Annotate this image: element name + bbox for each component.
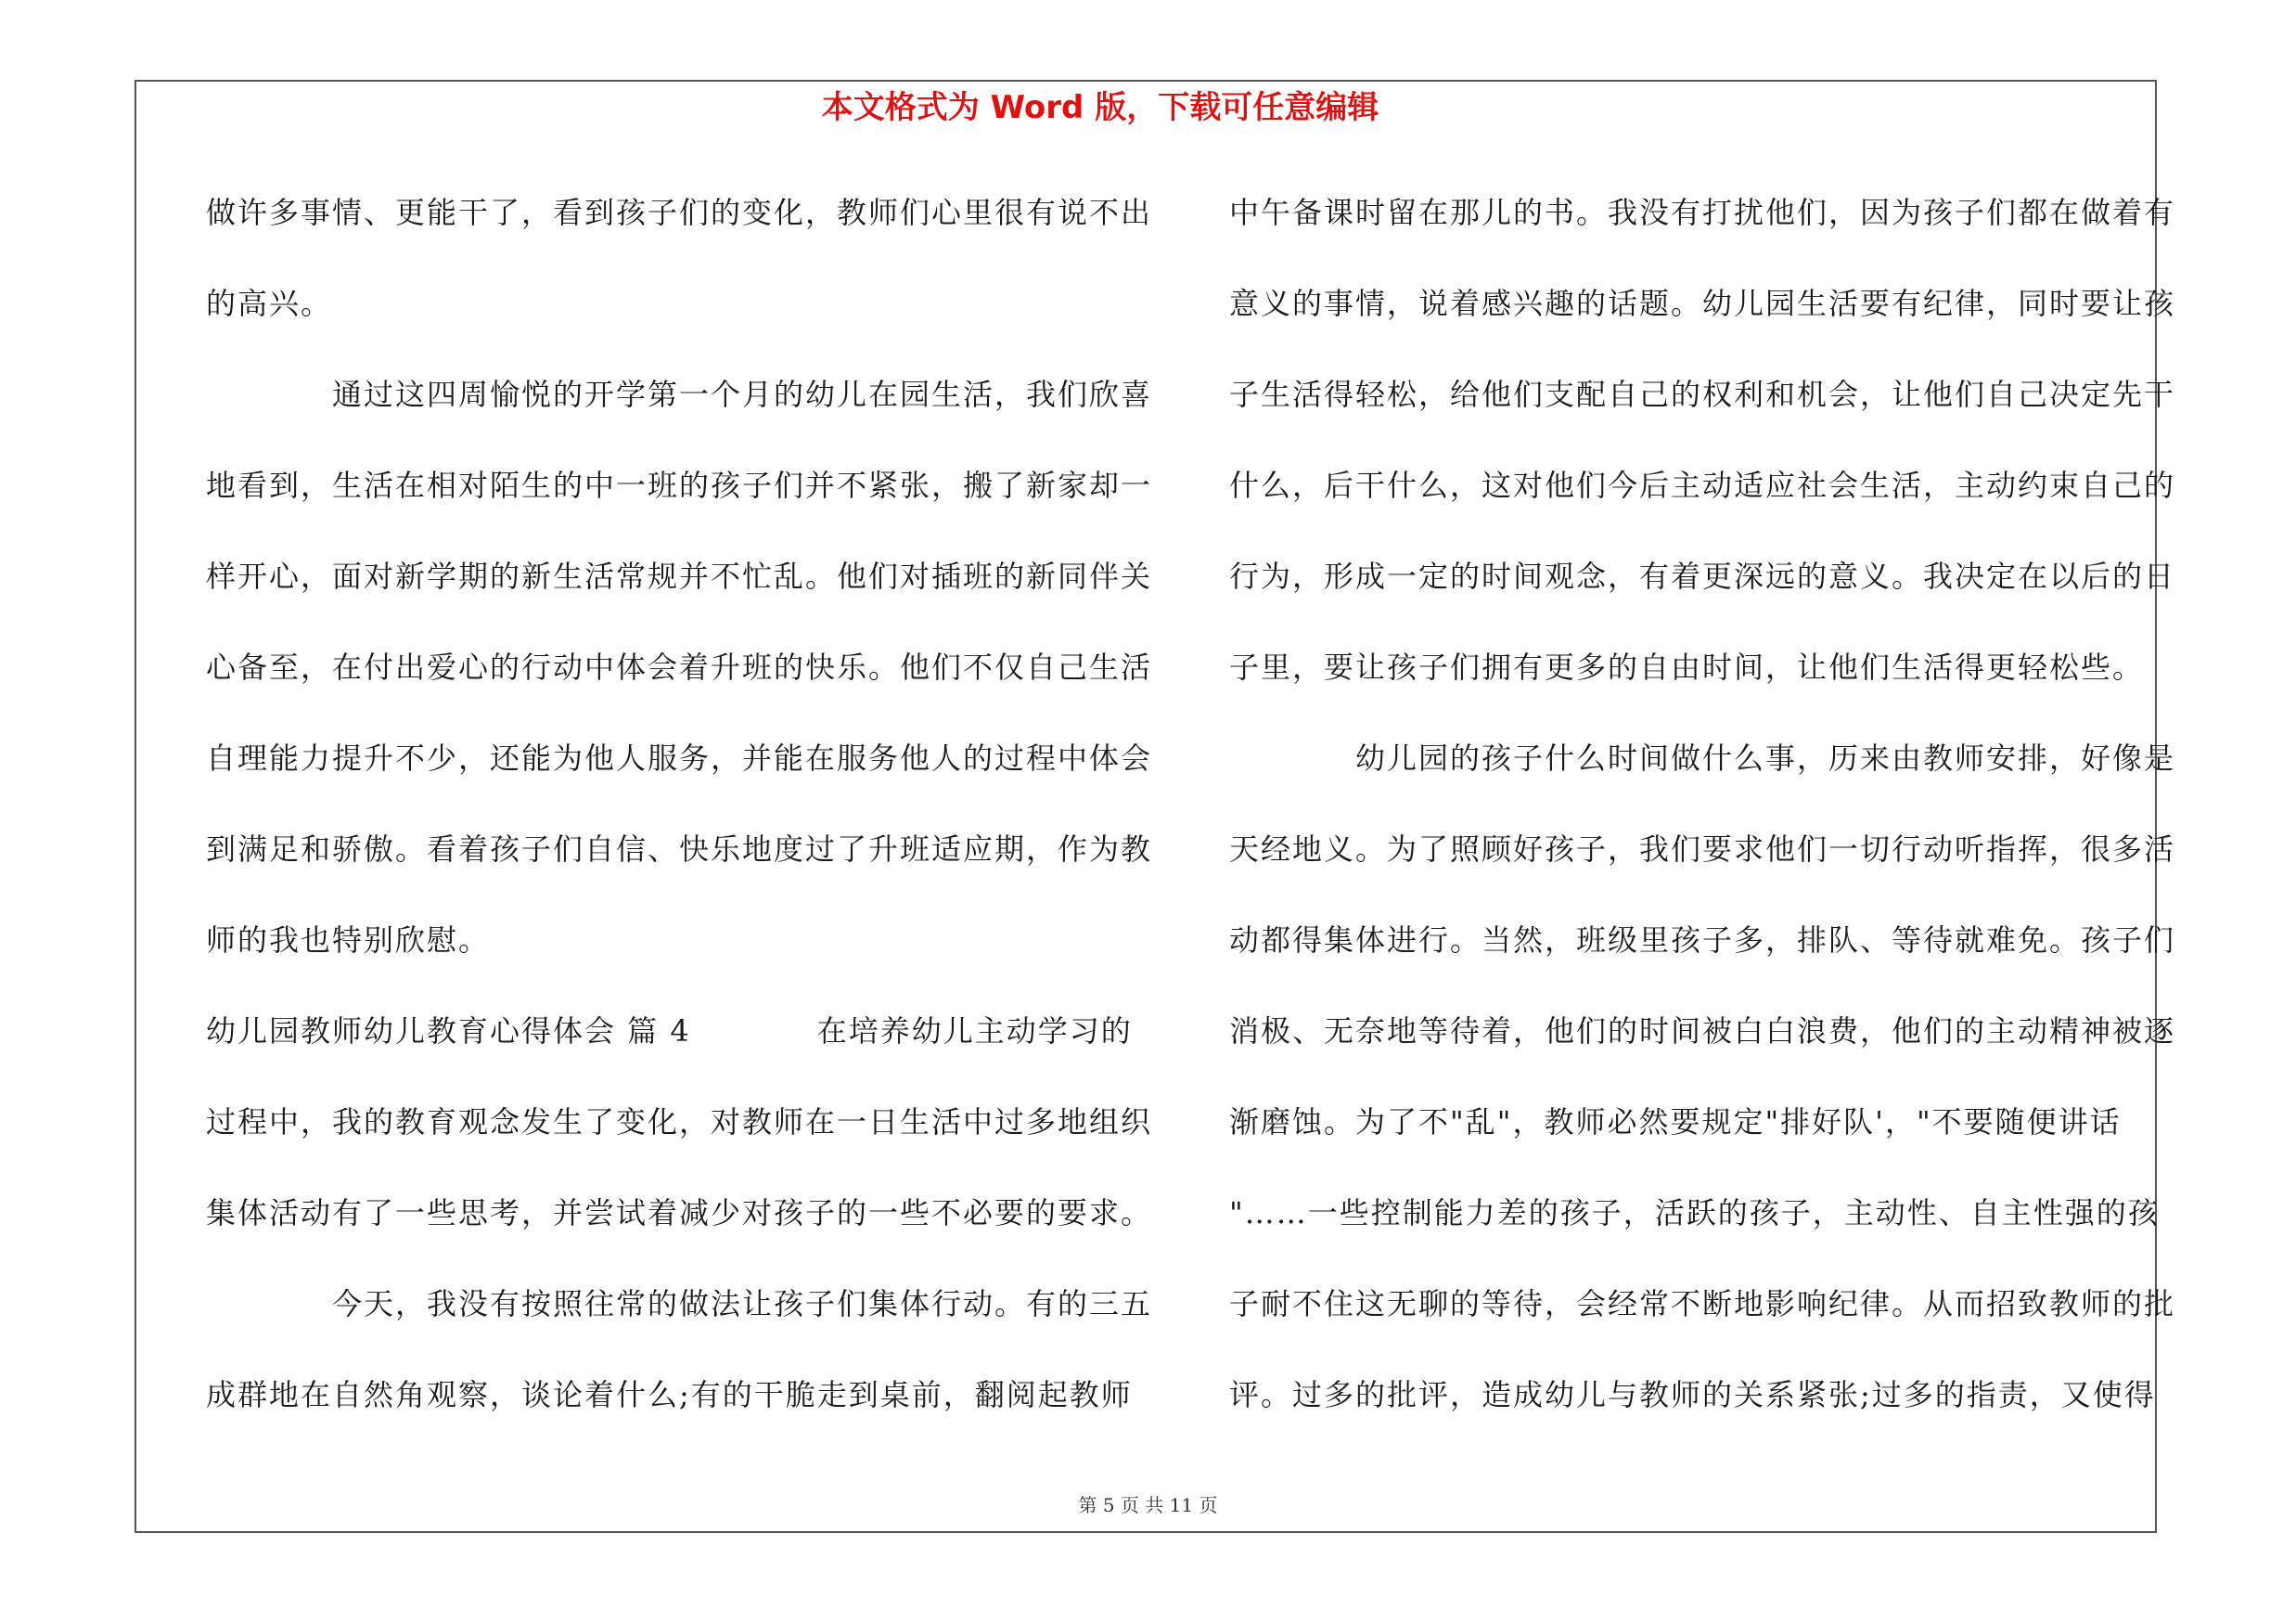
- text-line: 行为，形成一定的时间观念，有着更深远的意义。我决定在以后的日: [1229, 559, 2176, 594]
- text-line: "……一些控制能力差的孩子，活跃的孩子，主动性、自主性强的孩: [1229, 1195, 2160, 1230]
- text-line: 过程中，我的教育观念发生了变化，对教师在一日生活中过多地组织: [206, 1104, 1153, 1140]
- text-line: 幼儿园的孩子什么时间做什么事，历来由教师安排，好像是: [1229, 741, 2176, 776]
- right-column: [1229, 167, 2176, 1440]
- text-line: 集体活动有了一些思考，并尝试着减少对孩子的一些不必要的要求。: [206, 1195, 1153, 1230]
- text-line: 子里，要让孩子们拥有更多的自由时间，让他们生活得更轻松些。: [1229, 650, 2145, 685]
- text-line: 通过这四周愉悦的开学第一个月的幼儿在园生活，我们欣喜: [206, 377, 1153, 412]
- text-line: 地看到，生活在相对陌生的中一班的孩子们并不紧张，搬了新家却一: [206, 468, 1153, 503]
- left-column: [206, 167, 1153, 1440]
- text-line: 到满足和骄傲。看着孩子们自信、快乐地度过了升班适应期，作为教: [206, 831, 1153, 867]
- text-line: 做许多事情、更能干了，看到孩子们的变化，教师们心里很有说不出: [206, 195, 1153, 230]
- text-line: 子生活得轻松，给他们支配自己的权利和机会，让他们自己决定先干: [1229, 377, 2176, 412]
- text-line: 中午备课时留在那儿的书。我没有打扰他们，因为孩子们都在做着有: [1229, 195, 2176, 230]
- text-line: 评。过多的批评，造成幼儿与教师的关系紧张;过多的指责，又使得: [1229, 1377, 2156, 1412]
- text-line: 动都得集体进行。当然，班级里孩子多，排队、等待就难免。孩子们: [1229, 922, 2176, 958]
- text-line: 消极、无奈地等待着，他们的时间被白白浪费，他们的主动精神被逐: [1229, 1013, 2176, 1049]
- text-line: 自理能力提升不少，还能为他人服务，并能在服务他人的过程中体会: [206, 741, 1153, 776]
- text-line: 什么，后干什么，这对他们今后主动适应社会生活，主动约束自己的: [1229, 468, 2176, 503]
- text-line: 子耐不住这无聊的等待，会经常不断地影响纪律。从而招致教师的批: [1229, 1286, 2176, 1321]
- text-line: 成群地在自然角观察，谈论着什么;有的干脆走到桌前，翻阅起教师: [206, 1377, 1133, 1412]
- text-line: 今天，我没有按照往常的做法让孩子们集体行动。有的三五: [206, 1286, 1153, 1321]
- text-line: 天经地义。为了照顾好孩子，我们要求他们一切行动听指挥，很多活: [1229, 831, 2176, 867]
- format-banner: 本文格式为 Word 版，下载可任意编辑: [821, 89, 1379, 126]
- text-line: 意义的事情，说着感兴趣的话题。幼儿园生活要有纪律，同时要让孩: [1229, 286, 2176, 321]
- page-number: 第 5 页 共 11 页: [1078, 1494, 1218, 1516]
- text-line: 的高兴。: [206, 286, 333, 321]
- text-line: 渐磨蚀。为了不"乱"，教师必然要规定"排好队'，"不要随便讲话: [1229, 1104, 2122, 1140]
- section-heading-line: 幼儿园教师幼儿教育心得体会 篇 4 在培养幼儿主动学习的: [206, 1013, 1133, 1049]
- text-line: 师的我也特别欣慰。: [206, 922, 491, 958]
- text-line: 样开心，面对新学期的新生活常规并不忙乱。他们对插班的新同伴关: [206, 559, 1153, 594]
- text-line: 心备至，在付出爱心的行动中体会着升班的快乐。他们不仅自己生活: [206, 650, 1153, 685]
